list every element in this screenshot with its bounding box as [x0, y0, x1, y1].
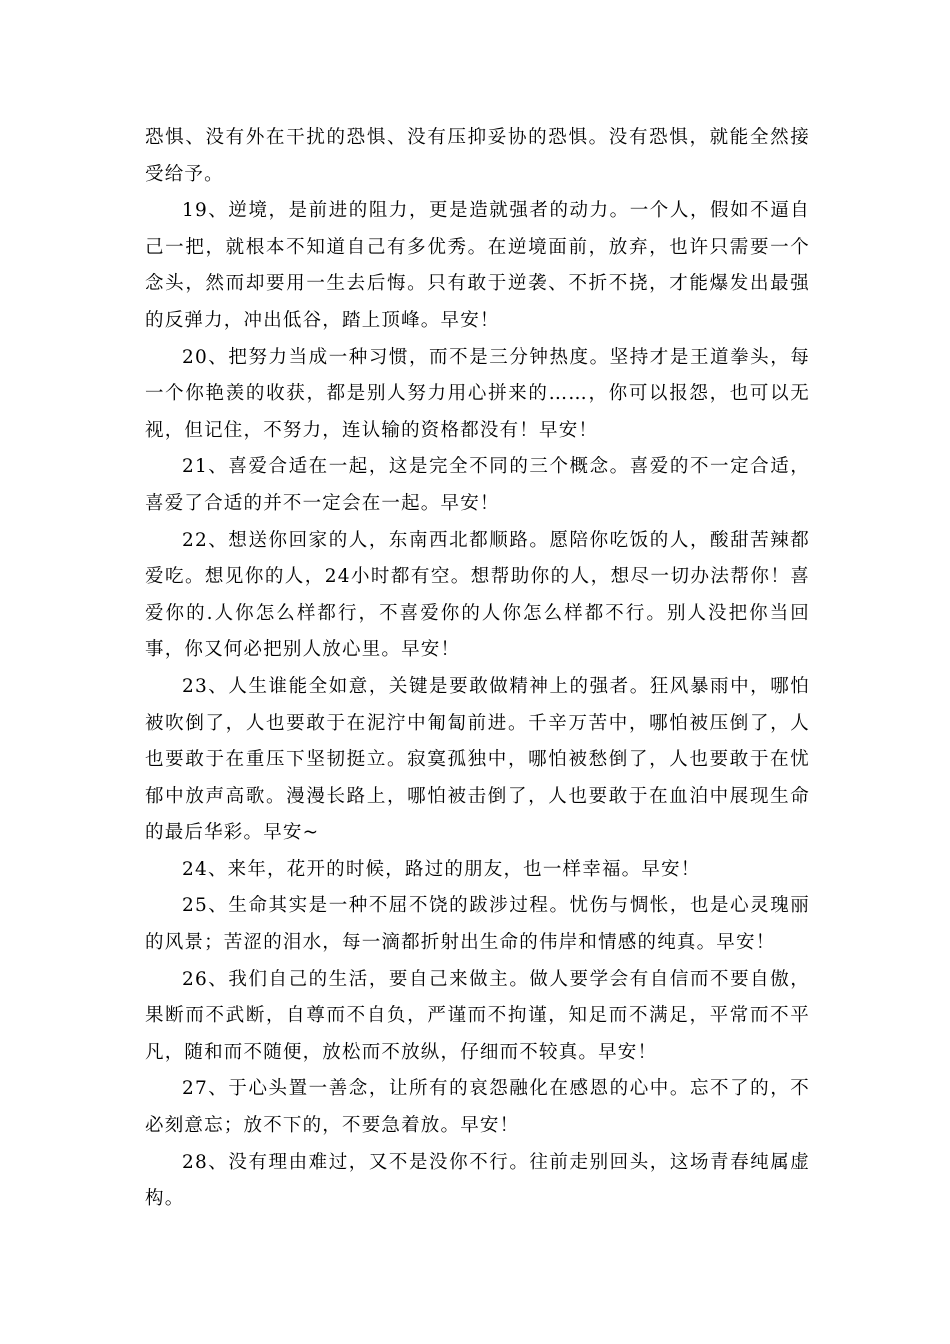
paragraph-23: 23、人生谁能全如意，关键是要敢做精神上的强者。狂风暴雨中，哪怕被吹倒了，人也要敢于在泥泞中匍匐前进。千辛万苦中，哪怕被压倒了，人也要敢于在重压下坚韧挺立。寂寞孤独中，哪怕被愁倒了，人也要敢于在忧郁中放声高歌。漫漫长路上，哪怕被击倒了，人也要敢于在血泊中展现生命的最后华彩。早安~	[145, 675, 810, 844]
paragraph-22: 22、想送你回家的人，东南西北都顺路。愿陪你吃饭的人，酸甜苦辣都爱吃。想见你的人，24小时都有空。想帮助你的人，想尽一切办法帮你！喜爱你的.人你怎么样都行，不喜爱你的人你怎么样都不行。别人没把你当回事，你又何必把别人放心里。早安！	[145, 529, 810, 661]
paragraph-27: 27、于心头置一善念，让所有的哀怨融化在感恩的心中。忘不了的，不必刻意忘；放不下的，不要急着放。早安！	[145, 1078, 810, 1137]
document-body	[145, 120, 810, 1218]
paragraph-20: 20、把努力当成一种习惯，而不是三分钟热度。坚持才是王道拳头，每一个你艳羡的收获，都是别人努力用心拼来的……，你可以报怨，也可以无视，但记住，不努力，连认输的资格都没有！早安！	[145, 346, 810, 441]
paragraph-28: 28、没有理由难过，又不是没你不行。往前走别回头，这场青春纯属虚构。	[145, 1151, 810, 1210]
paragraph-25: 25、生命其实是一种不屈不饶的跋涉过程。忧伤与惆怅，也是心灵瑰丽的风景；苦涩的泪水，每一滴都折射出生命的伟岸和情感的纯真。早安！	[145, 895, 810, 954]
paragraph-21: 21、喜爱合适在一起，这是完全不同的三个概念。喜爱的不一定合适，喜爱了合适的并不一定会在一起。早安！	[145, 456, 810, 514]
paragraph-26: 26、我们自己的生活，要自己来做主。做人要学会有自信而不要自傲，果断而不武断，自尊而不自负，严谨而不拘谨，知足而不满足，平常而不平凡，随和而不随便，放松而不放纵，仔细而不较真。早安！	[145, 968, 810, 1063]
paragraph-24: 24、来年，花开的时候，路过的朋友，也一样幸福。早安！	[182, 858, 701, 880]
paragraph-continuation: 恐惧、没有外在干扰的恐惧、没有压抑妥协的恐惧。没有恐惧，就能全然接受给予。	[145, 127, 810, 185]
paragraph-19: 19、逆境，是前进的阻力，更是造就强者的动力。一个人，假如不逼自己一把，就根本不知道自己有多优秀。在逆境面前，放弃，也许只需要一个念头，然而却要用一生去后悔。只有敢于逆袭、不折不挠，才能爆发出最强的反弹力，冲出低谷，踏上顶峰。早安！	[145, 200, 810, 331]
